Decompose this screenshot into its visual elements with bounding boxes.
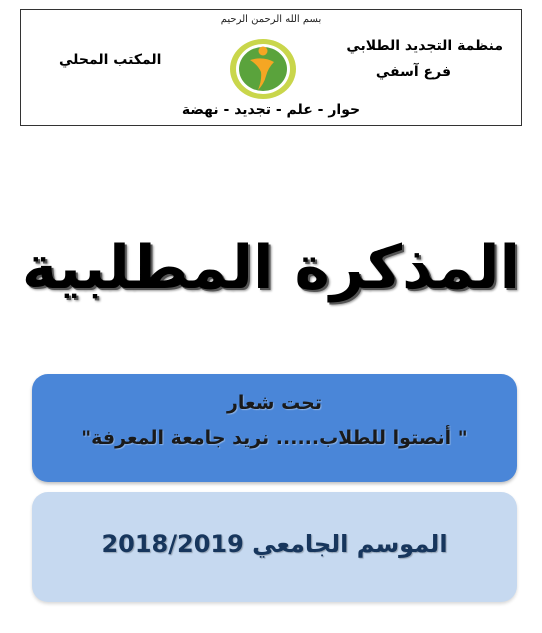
header-box [20,9,522,126]
branch-name: فرع آسفي [375,64,451,80]
basmala: بسم الله الرحمن الرحيم [220,14,322,25]
slogan-text: " أنصتوا للطلاب...... نريد جامعة المعرفة" [81,427,468,449]
motto: حوار - علم - تجديد - نهضة [181,102,361,118]
local-office-label: المكتب المحلي [59,52,162,68]
season-box [32,492,517,602]
slogan-box [32,374,517,482]
season-text: الموسم الجامعي 2018/2019 [101,530,448,558]
logo-figure-head [259,47,268,56]
slogan-label: تحت شعار [226,392,323,414]
organization-name: منظمة التجديد الطلابي [346,38,503,54]
organization-logo [228,38,298,100]
page-title: المذكرة المطلبية [21,233,521,303]
